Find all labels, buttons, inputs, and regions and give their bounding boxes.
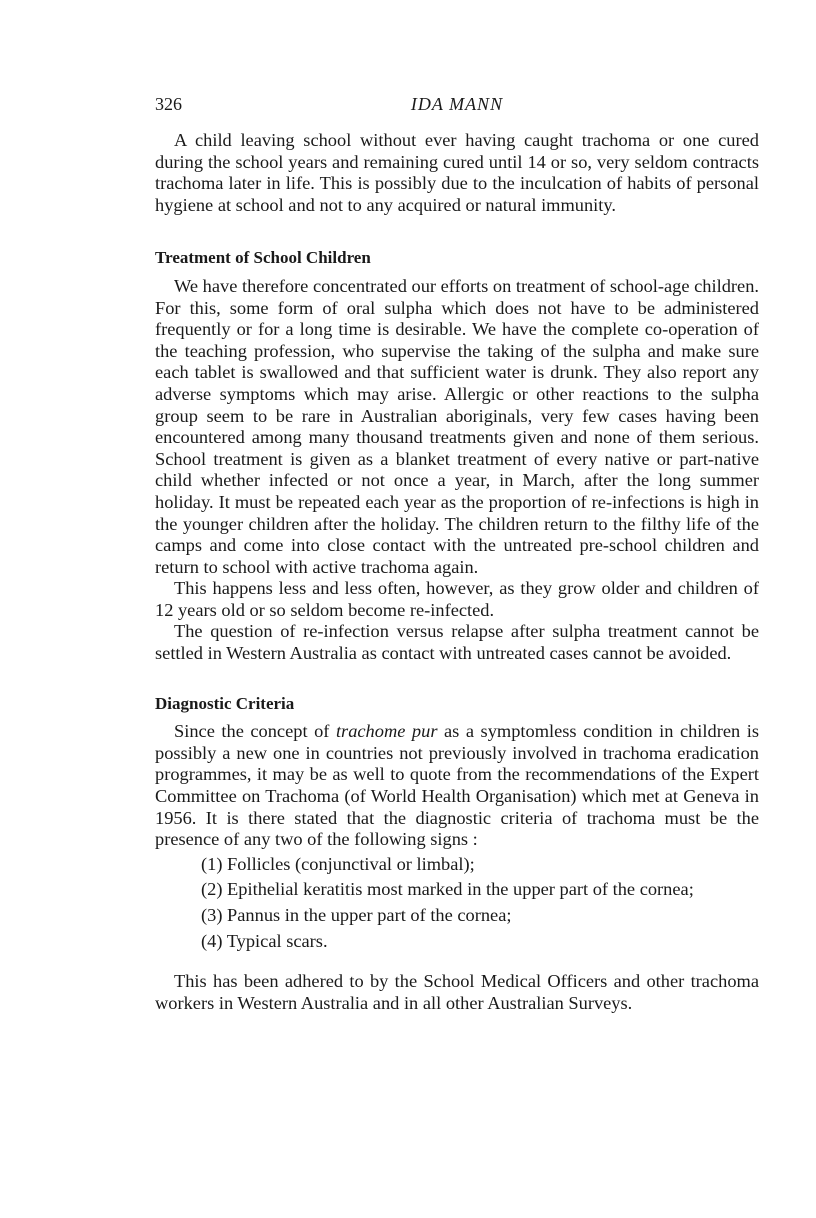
paragraph: The question of re-infection versus relapse after sulpha treatment cannot be settled in Western Australia as contact with untreated cases cannot be avoided. xyxy=(155,621,759,664)
list-item: (1) Follicles (conjunctival or limbal); xyxy=(201,853,475,874)
closing-paragraph: This has been adhered to by the School Medical Officers and other trachoma workers in Western Australia and in all other Australian Surveys. xyxy=(155,971,759,1013)
paragraph: This happens less and less often, however, as they grow older and children of 12 years old or so seldom become re-infected. xyxy=(155,578,759,620)
page-header xyxy=(155,94,759,120)
section-heading-diagnostic: Diagnostic Criteria xyxy=(155,693,295,713)
list-item: (2) Epithelial keratitis most marked in the upper part of the cornea; xyxy=(201,879,694,900)
text-run: Since the concept of xyxy=(174,721,336,742)
list-item: (4) Typical scars. xyxy=(201,930,328,951)
signs-list xyxy=(155,854,759,952)
page-number: 326 xyxy=(155,94,182,114)
intro-paragraph: A child leaving school without ever having caught trachoma or one cured during the school years and remaining cured until 14 or so, very seldom contracts trachoma later in life. This is possibly due to the inculcation of habits of personal hygiene at school and not to any acquired or natural immunity. xyxy=(155,130,759,215)
running-head: IDA MANN xyxy=(410,94,504,114)
italic-term: trachome pur xyxy=(335,721,438,742)
paragraph: We have therefore concentrated our efforts on treatment of school-age children. For this, some form of oral sulpha which does not have to be administered frequently or for a long time is desirable. We have the complete co-operation of the teaching profession, who supervise the taking of the sulpha and make sure each tablet is swallowed and that sufficient water is drunk. They also report any adverse symptoms which may arise. Allergic or other reactions to the sulpha group seem to be rare in Australian aboriginals, very few cases having been encountered among many thousand treatments given and none of them serious. School treatment is given as a blanket treatment of every native or part-native child whether infected or not once a year, in March, after the long summer holiday. It must be repeated each year as the proportion of re-infections is high in the younger children after the holiday. The children return to the filthy life of the camps and come into close contact with the untreated pre-school children and return to school with active trachoma again. xyxy=(155,275,759,577)
text-run: as a symptomless condition in children is possibly a new one in countries not previously involved in trachoma eradication programmes, it may be as well to quote from the recommendations of the Expert Committee on Trachoma (of World Health Organisation) which met at Geneva in 1956. It is there stated that the diagnostic criteria of trachoma must be the presence of any two of the following signs : xyxy=(155,721,759,850)
body-text xyxy=(155,130,759,1014)
paragraph xyxy=(155,721,759,851)
section-heading-treatment: Treatment of School Children xyxy=(155,248,371,268)
list-item: (3) Pannus in the upper part of the cornea; xyxy=(201,905,512,925)
